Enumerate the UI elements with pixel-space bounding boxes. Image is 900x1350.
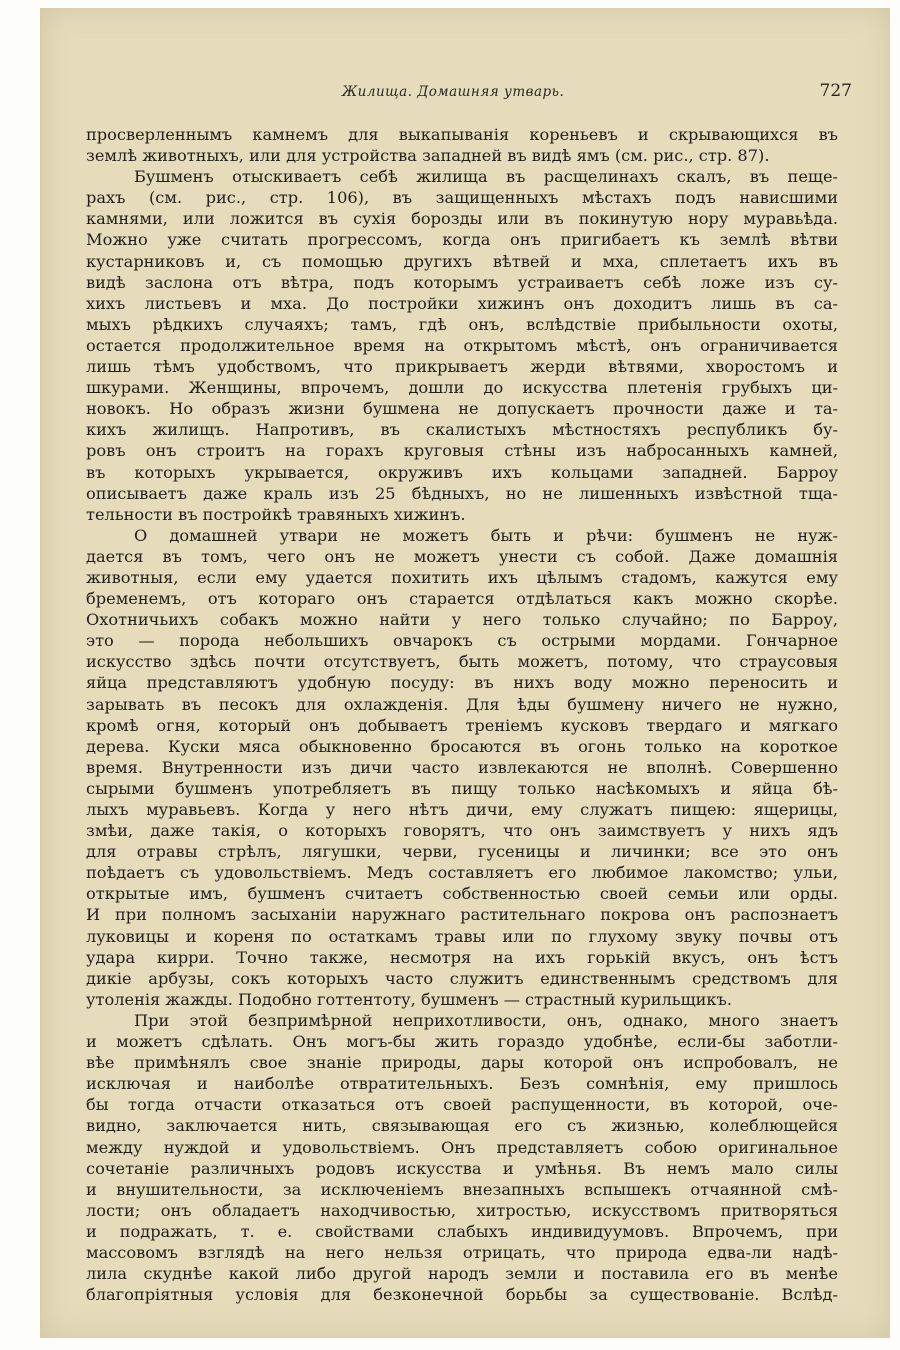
- text-line: массовомъ взглядѣ на него нельзя отрицать, что природа едва-ли надѣ-: [86, 1242, 838, 1262]
- running-title: Жилища. Домашняя утварь.: [342, 84, 565, 100]
- text-line: яйца представляютъ удобную посуду: въ нихъ воду можно переносить и: [86, 673, 838, 693]
- text-line: благопріятныя условія для безконечной борьбы за существованіе. Вслѣд-: [86, 1285, 838, 1305]
- text-line: лишь тѣмъ удобствомъ, что прикрываетъ жерди вѣтвями, хворостомъ и: [86, 357, 838, 377]
- text-line: описываетъ даже краль изъ 25 бѣдныхъ, но не лишенныхъ извѣстной тща-: [86, 483, 838, 503]
- text-line: и можетъ сдѣлать. Онъ могъ-бы жить гораздо удобнѣе, если-бы заботли-: [86, 1032, 838, 1052]
- text-line: камнями, или ложится въ сухія борозды или въ покинутую нору муравьѣда.: [86, 209, 838, 229]
- text-line: При этой безпримѣрной неприхотливости, онъ, однако, много знаетъ: [134, 1010, 838, 1030]
- text-line: видѣ заслона отъ вѣтра, подъ которымъ устраиваетъ себѣ ложе изъ су-: [86, 272, 838, 292]
- text-line: луковицы и кореня по остаткамъ травы или по глухому звуку почвы отъ: [86, 926, 838, 946]
- text-line: исключая и наиболѣе отвратительныхъ. Безъ сомнѣнія, ему пришлось: [86, 1074, 838, 1094]
- text-line: кихъ жилищъ. Напротивъ, въ скалистыхъ мѣстностяхъ республикъ бу-: [86, 420, 838, 440]
- text-line: дикіе арбузы, сокъ которыхъ часто служитъ единственнымъ средствомъ для: [86, 968, 838, 988]
- text-line: для отравы стрѣлъ, лягушки, черви, гусеницы и личинки; все это онъ: [86, 842, 838, 862]
- text-line: искусство здѣсь почти отсутствуетъ, быть можетъ, потому, что страусовыя: [86, 652, 838, 672]
- text-line: вѣе примѣнялъ свое знаніе природы, дары которой онъ испробовалъ, не: [86, 1053, 838, 1073]
- text-line: кромѣ огня, который онъ добываетъ треніемъ кусковъ твердаго и мягкаго: [86, 715, 838, 735]
- text-line: зарывать въ песокъ для охлажденія. Для ѣды бушмену ничего не нужно,: [86, 694, 838, 714]
- page-header: [42, 81, 890, 106]
- text-line: сырыми бушменъ употребляетъ въ пищу только насѣкомыхъ и яйца бѣ-: [86, 778, 838, 798]
- text-line: шкурами. Женщины, впрочемъ, дошли до искусства плетенія грубыхъ ци-: [86, 378, 838, 398]
- text-line: лила скуднѣе какой либо другой народъ земли и поставила его въ менѣе: [86, 1264, 838, 1284]
- text-line: время. Внутренности изъ дичи часто извлекаются не вполнѣ. Совершенно: [86, 757, 838, 777]
- text-line: И при полномъ засыханіи наружнаго растительнаго покрова онъ распознаетъ: [86, 905, 838, 925]
- text-line: утоленія жажды. Подобно готтентоту, бушменъ — страстный курильщикъ.: [86, 989, 732, 1009]
- text-line: новокъ. Но образъ жизни бушмена не допускаетъ прочности даже и та-: [86, 399, 838, 419]
- text-line: поѣдаетъ съ удовольствіемъ. Медъ составляетъ его любимое лакомство; ульи,: [86, 863, 838, 883]
- text-line: остается продолжительное время на открытомъ мѣстѣ, онъ ограничивается: [86, 335, 838, 355]
- page-number: 727: [819, 81, 852, 101]
- text-line: это — порода небольшихъ овчарокъ съ острыми мордами. Гончарное: [86, 631, 838, 651]
- body-text: [86, 124, 838, 1305]
- text-line: землѣ животныхъ, или для устройства западней въ видѣ ямъ (см. рис., стр. 87).: [86, 146, 770, 166]
- text-line: змѣи, даже такія, о которыхъ говорятъ, что онъ заимствуетъ у нихъ ядъ: [86, 821, 838, 841]
- text-line: лости; онъ обладаетъ находчивостью, хитростью, искусствомъ притворяться: [86, 1200, 838, 1220]
- text-line: хихъ листьевъ и мха. До постройки хижинъ онъ доходитъ лишь въ са-: [86, 293, 838, 313]
- text-line: бы тогда отчасти отказаться отъ своей распущенности, въ которой, оче-: [86, 1095, 838, 1115]
- text-line: между нуждой и удовольствіемъ. Онъ представляетъ собою оригинальное: [86, 1137, 838, 1157]
- text-line: Можно уже считать прогрессомъ, когда онъ пригибаетъ къ землѣ вѣтви: [86, 230, 838, 250]
- book-page: [40, 8, 890, 1338]
- text-line: въ которыхъ укрывается, окруживъ ихъ кольцами западней. Барроу: [86, 462, 838, 482]
- text-line: лыхъ муравьевъ. Когда у него нѣтъ дичи, ему служатъ пищею: ящерицы,: [86, 800, 838, 819]
- text-line: ровъ онъ строитъ на горахъ круговыя стѣны изъ набросанныхъ камней,: [86, 441, 838, 461]
- text-line: удара кирри. Точно также, несмотря на ихъ горькій вкусъ, онъ ѣстъ: [86, 947, 838, 967]
- text-line: и внушительности, за исключеніемъ внезапныхъ вспышекъ отчаянной смѣ-: [86, 1179, 838, 1199]
- text-line: дерева. Куски мяса обыкновенно бросаются въ огонь только на короткое: [86, 736, 838, 756]
- text-line: сочетаніе различныхъ родовъ искусства и умѣнья. Въ немъ мало силы: [86, 1158, 838, 1178]
- text-line: и подражать, т. е. свойствами слабыхъ индивидуумовъ. Впрочемъ, при: [86, 1221, 838, 1241]
- text-line: Охотничьихъ собакъ можно найти у него только случайно; по Барроу,: [86, 610, 838, 630]
- text-line: просверленнымъ камнемъ для выкапыванія кореньевъ и скрывающихся въ: [86, 125, 838, 144]
- text-line: открытые имъ, бушменъ считаетъ собственностью своей семьи или орды.: [86, 884, 838, 904]
- text-line: животныя, если ему удается похитить ихъ цѣлымъ стадомъ, кажутся ему: [86, 567, 838, 587]
- text-line: бременемъ, отъ котораго онъ старается отдѣлаться какъ можно скорѣе.: [86, 589, 838, 609]
- text-line: Бушменъ отыскиваетъ себѣ жилища въ расщелинахъ скалъ, въ пеще-: [134, 167, 838, 187]
- text-line: кустарниковъ и, съ помощью другихъ вѣтвей и мха, сплетаетъ ихъ въ: [86, 251, 838, 271]
- text-line: рахъ (см. рис., стр. 106), въ защищенныхъ мѣстахъ подъ нависшими: [86, 188, 838, 208]
- text-line: видно, заключается нить, связывающая его съ жизнью, колеблющейся: [86, 1116, 838, 1136]
- text-line: тельности въ постройкѣ травяныхъ хижинъ.: [86, 504, 466, 524]
- text-line: О домашней утвари не можетъ быть и рѣчи: бушменъ не нуж-: [134, 525, 838, 545]
- text-line: мыхъ рѣдкихъ случаяхъ; тамъ, гдѣ онъ, вслѣдствіе прибыльности охоты,: [86, 314, 838, 334]
- text-line: дается въ томъ, чего онъ не можетъ унести съ собой. Даже домашнія: [86, 546, 838, 566]
